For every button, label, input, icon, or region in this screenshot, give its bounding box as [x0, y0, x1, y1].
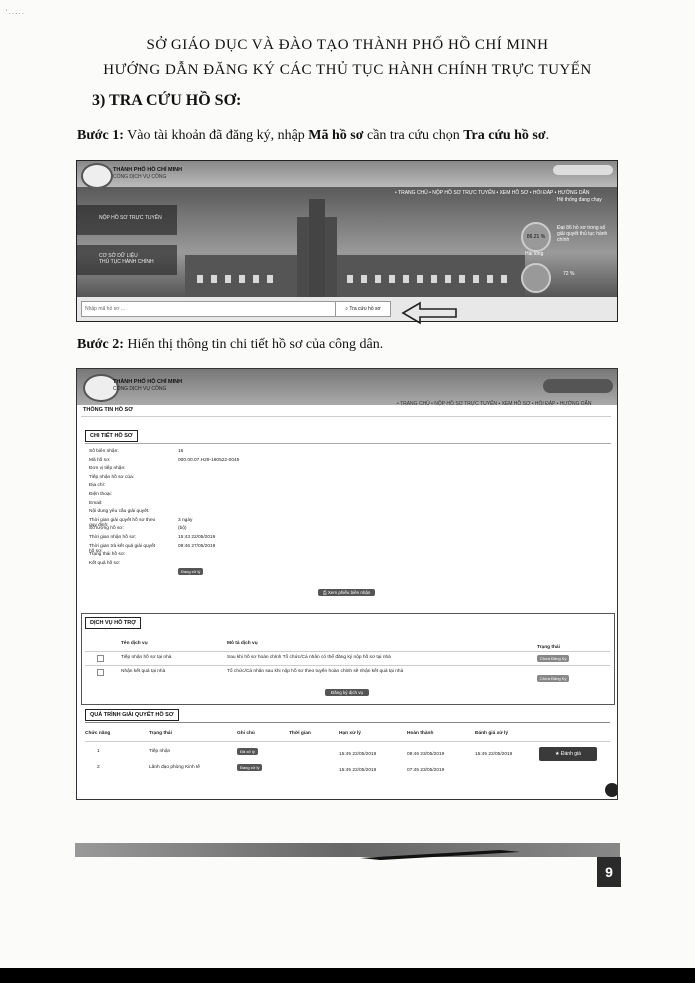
- field-label: Đơn vị tiếp nhận:: [89, 466, 126, 472]
- procedure-database-button[interactable]: [77, 245, 177, 275]
- support-desc: Sau khi hồ sơ hoàn chỉnh Tổ chức/Cá nhân có thể đăng ký nộp hồ sơ tại nhà: [227, 655, 391, 660]
- step1-part: cần tra cứu chọn: [363, 128, 464, 143]
- field-label: Địa chỉ:: [89, 483, 105, 489]
- process-col: Ghi chú: [237, 731, 255, 736]
- field-label: Điện thoại:: [89, 492, 112, 497]
- field-value: (bộ): [178, 526, 187, 532]
- field-label: Thời gian trả kết quả giải quyết hồ sơ:: [89, 543, 156, 554]
- process-col: Thời gian: [289, 731, 311, 736]
- procedure-db-label: THỦ TỤC HÀNH CHÍNH: [99, 259, 154, 265]
- footer-swoosh: [360, 848, 520, 860]
- portal-header-2: [77, 369, 617, 405]
- ontime-value: 72 %: [563, 271, 575, 277]
- hero-banner: [77, 187, 617, 297]
- field-value: 09:46 27/05/2019: [178, 543, 216, 549]
- detail-title: CHI TIẾT HỒ SƠ: [85, 430, 138, 442]
- top-nav[interactable]: • TRANG CHỦ • NỘP HỒ SƠ TRỰC TUYẾN • XEM HỒ SƠ • HỎI ĐÁP • HƯỚNG DẪN: [395, 190, 590, 196]
- scroll-top-icon[interactable]: [605, 783, 618, 797]
- step1-label: Bước 1:: [77, 128, 124, 143]
- process-cell: Lãnh đạo phòng Kinh tế: [149, 765, 200, 770]
- process-cell: Đã xử lý: [237, 748, 258, 755]
- field-value: 16: [178, 449, 184, 454]
- procedure-db-label: CƠ SỞ DỮ LIỆU: [99, 253, 138, 259]
- process-cell: 1: [97, 749, 100, 754]
- field-value: 15:43 22/05/2019: [178, 535, 216, 540]
- user-icon[interactable]: [543, 379, 613, 393]
- satisfaction-value: 86.21 %: [526, 234, 546, 240]
- arrow-left-icon: [400, 300, 460, 326]
- process-cell: 07:45 23/05/2019: [407, 768, 445, 773]
- page-title: THÔNG TIN HỒ SƠ: [83, 407, 133, 413]
- support-title: DỊCH VỤ HỖ TRỢ: [85, 617, 141, 629]
- support-status: Chưa Đăng Ký: [537, 675, 569, 682]
- top-nav-2[interactable]: • TRANG CHỦ • NỘP HỒ SƠ TRỰC TUYẾN • XEM HỒ SƠ • HỎI ĐÁP • HƯỚNG DẪN: [397, 401, 592, 407]
- portal-subbrand-2: CỔNG DỊCH VỤ CÔNG: [113, 386, 167, 392]
- support-col: Trạng thái: [537, 645, 560, 650]
- scan-edge: [0, 968, 695, 983]
- portal-brand: THÀNH PHỐ HỒ CHÍ MINH: [113, 167, 183, 173]
- process-cell: 15:45 22/05/2019: [339, 752, 377, 757]
- step1-bold: Tra cứu hồ sơ: [463, 128, 546, 143]
- process-cell: Đang xử lý: [237, 764, 262, 771]
- field-label: Thời gian nhận hồ sơ:: [89, 535, 137, 540]
- field-label: Tiếp nhận hồ sơ của:: [89, 474, 135, 480]
- field-label: Mã hồ sơ:: [89, 457, 111, 463]
- view-receipt-button[interactable]: [318, 589, 375, 596]
- portal-subbrand: CỔNG DỊCH VỤ CÔNG: [113, 174, 167, 180]
- receipt-label: Xem phiếu biên nhận: [327, 590, 371, 595]
- process-col: Đánh giá xử lý: [475, 731, 509, 736]
- field-label: Kết quả hồ sơ:: [89, 560, 121, 566]
- section-title: 3) TRA CỨU HỒ SƠ:: [92, 92, 242, 109]
- support-col: Mô tả dịch vụ: [227, 641, 258, 646]
- process-cell: 2: [97, 765, 100, 770]
- step1-part: .: [545, 128, 550, 143]
- city-logo-icon: [81, 163, 113, 189]
- tower-spire: [309, 199, 325, 297]
- screenshot-search-portal: [76, 160, 618, 322]
- portal-brand-2: THÀNH PHỐ HỒ CHÍ MINH: [113, 379, 183, 385]
- field-label: Trạng thái hồ sơ:: [89, 552, 126, 558]
- satisfaction-stat: [521, 222, 551, 252]
- process-col: Trạng thái: [149, 731, 172, 736]
- ontime-stat: [521, 263, 551, 293]
- step2-part: Hiển thị thông tin chi tiết hồ sơ của công dân.: [123, 337, 384, 352]
- process-col: Hạn xử lý: [339, 731, 361, 736]
- support-name: Nhận kết quả tại nhà: [121, 669, 166, 674]
- field-label: Số biên nhận:: [89, 449, 119, 454]
- support-desc: Tổ chức/Cá nhân sau khi nộp hồ sơ theo tuyến hoàn chỉnh sẽ nhận kết quả tại nhà: [227, 669, 404, 674]
- satisfaction-note: Đạt 86 hồ sơ trong số giải quyết thủ tục hành chính: [557, 225, 608, 243]
- step2-text: [77, 337, 383, 353]
- submit-online-label: NỘP HỒ SƠ TRỰC TUYẾN: [99, 215, 162, 221]
- satisfaction-sub: Hài lòng: [525, 251, 544, 257]
- process-col: Chức năng: [85, 731, 111, 736]
- print-icon: ⎙: [323, 590, 328, 595]
- register-service-button[interactable]: Đăng ký dịch vụ: [325, 689, 369, 696]
- search-icon: ⌕: [345, 306, 350, 312]
- process-title: QUÁ TRÌNH GIẢI QUYẾT HỒ SƠ: [85, 709, 179, 721]
- field-value: 000.00.07.H29-190522-0045: [178, 457, 240, 463]
- portal-header: [77, 161, 617, 187]
- field-label: Thời gian giải quyết hồ sơ theo quy định:: [89, 517, 156, 528]
- step1-bold: Mã hồ sơ: [308, 128, 364, 143]
- user-icon[interactable]: [553, 165, 613, 175]
- rate-button[interactable]: ★ Đánh giá: [539, 747, 597, 761]
- page-number: 9: [597, 857, 621, 887]
- step1-text: [77, 128, 549, 144]
- field-value: 3 ngày: [178, 517, 193, 523]
- step2-label: Bước 2:: [77, 337, 124, 352]
- lookup-record-button[interactable]: [335, 301, 391, 317]
- process-cell: 15:45 22/05/2019: [475, 752, 513, 757]
- record-code-input[interactable]: Nhập mã hồ sơ ...: [81, 301, 336, 317]
- search-bar: [77, 297, 617, 321]
- system-status: Hệ thống đang chạy: [557, 197, 602, 203]
- process-cell: Tiếp nhận: [149, 749, 171, 754]
- field-label: Số lượng hồ sơ:: [89, 526, 124, 532]
- process-col: Hoàn thành: [407, 731, 434, 736]
- support-status: Chưa Đăng Ký: [537, 655, 569, 662]
- process-cell: 09:46 23/05/2019: [407, 752, 445, 757]
- footer-bar: [75, 843, 620, 857]
- step1-part: Vào tài khoản đã đăng ký, nhập: [123, 128, 309, 143]
- process-cell: 15:45 22/05/2019: [339, 768, 377, 773]
- doc-header-line2: HƯỚNG DẪN ĐĂNG KÝ CÁC THỦ TỤC HÀNH CHÍNH TRỰC TUYẾN: [103, 62, 592, 78]
- support-checkbox[interactable]: [97, 655, 104, 662]
- support-checkbox[interactable]: [97, 669, 104, 676]
- submit-online-button[interactable]: [77, 205, 177, 235]
- lookup-label: Tra cứu hồ sơ: [349, 306, 381, 312]
- field-label: Nội dung yêu cầu giải quyết:: [89, 509, 150, 515]
- status-badge: Đang xử lý: [178, 568, 203, 575]
- support-col: Tên dịch vụ: [121, 641, 148, 646]
- field-label: Email:: [89, 500, 103, 506]
- screenshot-record-detail: [76, 368, 618, 800]
- support-name: Tiếp nhận hồ sơ tại nhà: [121, 655, 172, 660]
- doc-header-line1: SỞ GIÁO DỤC VÀ ĐÀO TẠO THÀNH PHỐ HỒ CHÍ MINH: [146, 37, 549, 53]
